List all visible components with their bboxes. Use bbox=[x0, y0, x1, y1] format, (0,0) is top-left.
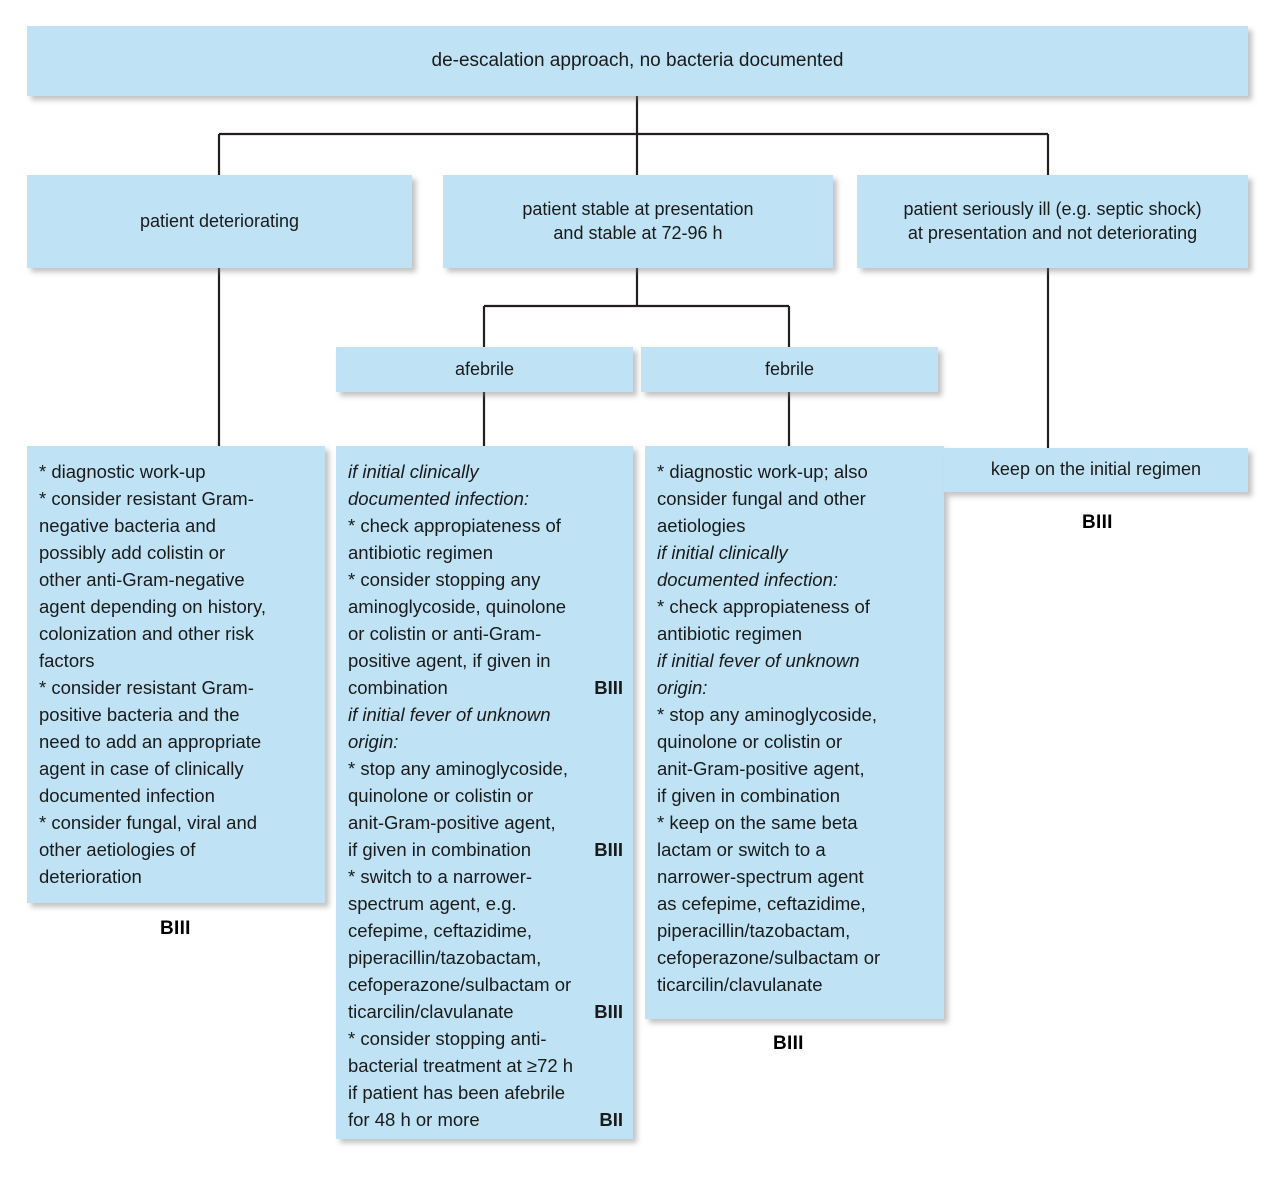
leaf-afebrile-line: antibiotic regimen bbox=[348, 542, 493, 563]
leaf-deteriorating-line: deterioration bbox=[39, 866, 142, 887]
leaf-afebrile bbox=[336, 446, 633, 1139]
leaf-febrile-line: * diagnostic work-up; also bbox=[657, 461, 868, 482]
node-patient-stable bbox=[443, 175, 833, 268]
node-patient-deteriorating bbox=[27, 175, 412, 268]
node-title-label: de-escalation approach, no bacteria documented bbox=[431, 49, 844, 71]
leaf-afebrile-line: bacterial treatment at ≥72 h bbox=[348, 1055, 574, 1076]
leaf-afebrile-line: cefepime, ceftazidime, bbox=[348, 920, 533, 941]
leaf-febrile-line: narrower-spectrum agent bbox=[657, 866, 864, 887]
leaf-afebrile-line: origin: bbox=[348, 731, 399, 752]
leaf-deteriorating-line: * consider fungal, viral and bbox=[39, 812, 258, 833]
leaf-afebrile-line: * check appropiateness of bbox=[348, 515, 561, 536]
leaf-deteriorating-line: * consider resistant Gram- bbox=[39, 488, 254, 509]
leaf-deteriorating-line: other anti-Gram-negative bbox=[39, 569, 245, 590]
leaf-deteriorating-line: need to add an appropriate bbox=[39, 731, 262, 752]
leaf-febrile-line: * keep on the same beta bbox=[657, 812, 858, 833]
leaf-deteriorating-line: negative bacteria and bbox=[39, 515, 216, 536]
node-patient-serious-line1: patient seriously ill (e.g. septic shock) bbox=[903, 199, 1202, 220]
leaf-afebrile-grade: BIII bbox=[594, 1001, 623, 1022]
leaf-deteriorating-line: * diagnostic work-up bbox=[39, 461, 206, 482]
leaf-afebrile-line: documented infection: bbox=[348, 488, 530, 509]
leaf-febrile-line: as cefepime, ceftazidime, bbox=[657, 893, 866, 914]
leaf-febrile-line: origin: bbox=[657, 677, 708, 698]
leaf-febrile-line: antibiotic regimen bbox=[657, 623, 802, 644]
leaf-deteriorating-line: factors bbox=[39, 650, 95, 671]
node-afebrile bbox=[336, 347, 633, 392]
leaf-afebrile-line: if patient has been afebrile bbox=[348, 1082, 566, 1103]
leaf-febrile bbox=[645, 446, 944, 1019]
leaf-deteriorating-line: positive bacteria and the bbox=[39, 704, 240, 725]
leaf-febrile-line: quinolone or colistin or bbox=[657, 731, 843, 752]
node-patient-serious bbox=[857, 175, 1248, 268]
leaf-deteriorating-line: documented infection bbox=[39, 785, 215, 806]
leaf-afebrile-line: anit-Gram-positive agent, bbox=[348, 812, 556, 833]
leaf-afebrile-line: * consider stopping any bbox=[348, 569, 541, 590]
node-title bbox=[27, 26, 1248, 96]
leaf-keep-initial-regimen bbox=[944, 448, 1248, 492]
leaf-febrile-line: if initial clinically bbox=[657, 542, 788, 563]
leaf-febrile-line: * check appropiateness of bbox=[657, 596, 870, 617]
leaf-afebrile-grade: BIII bbox=[594, 839, 623, 860]
leaf-afebrile-line: quinolone or colistin or bbox=[348, 785, 534, 806]
leaf-febrile-line: if initial fever of unknown bbox=[657, 650, 860, 671]
node-afebrile-label: afebrile bbox=[454, 358, 515, 379]
leaf-afebrile-line: or colistin or anti-Gram- bbox=[348, 623, 542, 644]
node-febrile-label: febrile bbox=[764, 358, 815, 379]
leaf-deteriorating-line: colonization and other risk bbox=[39, 623, 254, 644]
leaf-febrile-line: anit-Gram-positive agent, bbox=[657, 758, 865, 779]
leaf-febrile-line: cefoperazone/sulbactam or bbox=[657, 947, 881, 968]
node-patient-deteriorating-label: patient deteriorating bbox=[139, 210, 300, 231]
leaf-afebrile-line: ticarcilin/clavulanate BIII bbox=[348, 998, 623, 1025]
grade-deteriorating: BIII bbox=[160, 918, 191, 939]
grade-febrile: BIII bbox=[773, 1033, 804, 1054]
leaf-deteriorating-line: agent depending on history, bbox=[39, 596, 266, 617]
leaf-afebrile-line: if given in combination BIII bbox=[348, 836, 623, 863]
leaf-afebrile-line: * stop any aminoglycoside, bbox=[348, 758, 569, 779]
leaf-afebrile-line: spectrum agent, e.g. bbox=[348, 893, 517, 914]
node-patient-serious-line2: at presentation and not deteriorating bbox=[907, 222, 1198, 243]
leaf-deteriorating bbox=[27, 446, 325, 903]
leaf-afebrile-grade: BIII bbox=[594, 677, 623, 698]
leaf-afebrile-line: for 48 h or more BII bbox=[348, 1106, 623, 1133]
leaf-afebrile-line: combination BIII bbox=[348, 674, 623, 701]
leaf-afebrile-line: if initial clinically bbox=[348, 461, 479, 482]
node-febrile bbox=[641, 347, 938, 392]
leaf-afebrile-line: aminoglycoside, quinolone bbox=[348, 596, 567, 617]
leaf-febrile-line: piperacillin/tazobactam, bbox=[657, 920, 851, 941]
leaf-keep-initial-regimen-label: keep on the initial regimen bbox=[990, 459, 1202, 480]
leaf-afebrile-grade: BII bbox=[599, 1109, 623, 1130]
leaf-febrile-line: if given in combination bbox=[657, 785, 841, 806]
leaf-afebrile-line: * switch to a narrower- bbox=[348, 866, 533, 887]
leaf-deteriorating-line: other aetiologies of bbox=[39, 839, 196, 860]
leaf-febrile-line: lactam or switch to a bbox=[657, 839, 826, 860]
leaf-afebrile-line: cefoperazone/sulbactam or bbox=[348, 974, 572, 995]
leaf-febrile-line: * stop any aminoglycoside, bbox=[657, 704, 878, 725]
leaf-febrile-line: consider fungal and other bbox=[657, 488, 866, 509]
node-patient-stable-line1: patient stable at presentation bbox=[522, 199, 754, 220]
leaf-afebrile-line: if initial fever of unknown bbox=[348, 704, 551, 725]
leaf-deteriorating-line: possibly add colistin or bbox=[39, 542, 226, 563]
grade-serious: BIII bbox=[1082, 512, 1113, 533]
leaf-afebrile-line: positive agent, if given in bbox=[348, 650, 551, 671]
node-patient-stable-line2: and stable at 72-96 h bbox=[553, 222, 723, 243]
leaf-deteriorating-line: agent in case of clinically bbox=[39, 758, 244, 779]
leaf-afebrile-line: piperacillin/tazobactam, bbox=[348, 947, 542, 968]
leaf-afebrile-line: * consider stopping anti- bbox=[348, 1028, 547, 1049]
leaf-febrile-line: aetiologies bbox=[657, 515, 746, 536]
leaf-febrile-line: ticarcilin/clavulanate bbox=[657, 974, 823, 995]
leaf-deteriorating-line: * consider resistant Gram- bbox=[39, 677, 254, 698]
leaf-febrile-line: documented infection: bbox=[657, 569, 839, 590]
